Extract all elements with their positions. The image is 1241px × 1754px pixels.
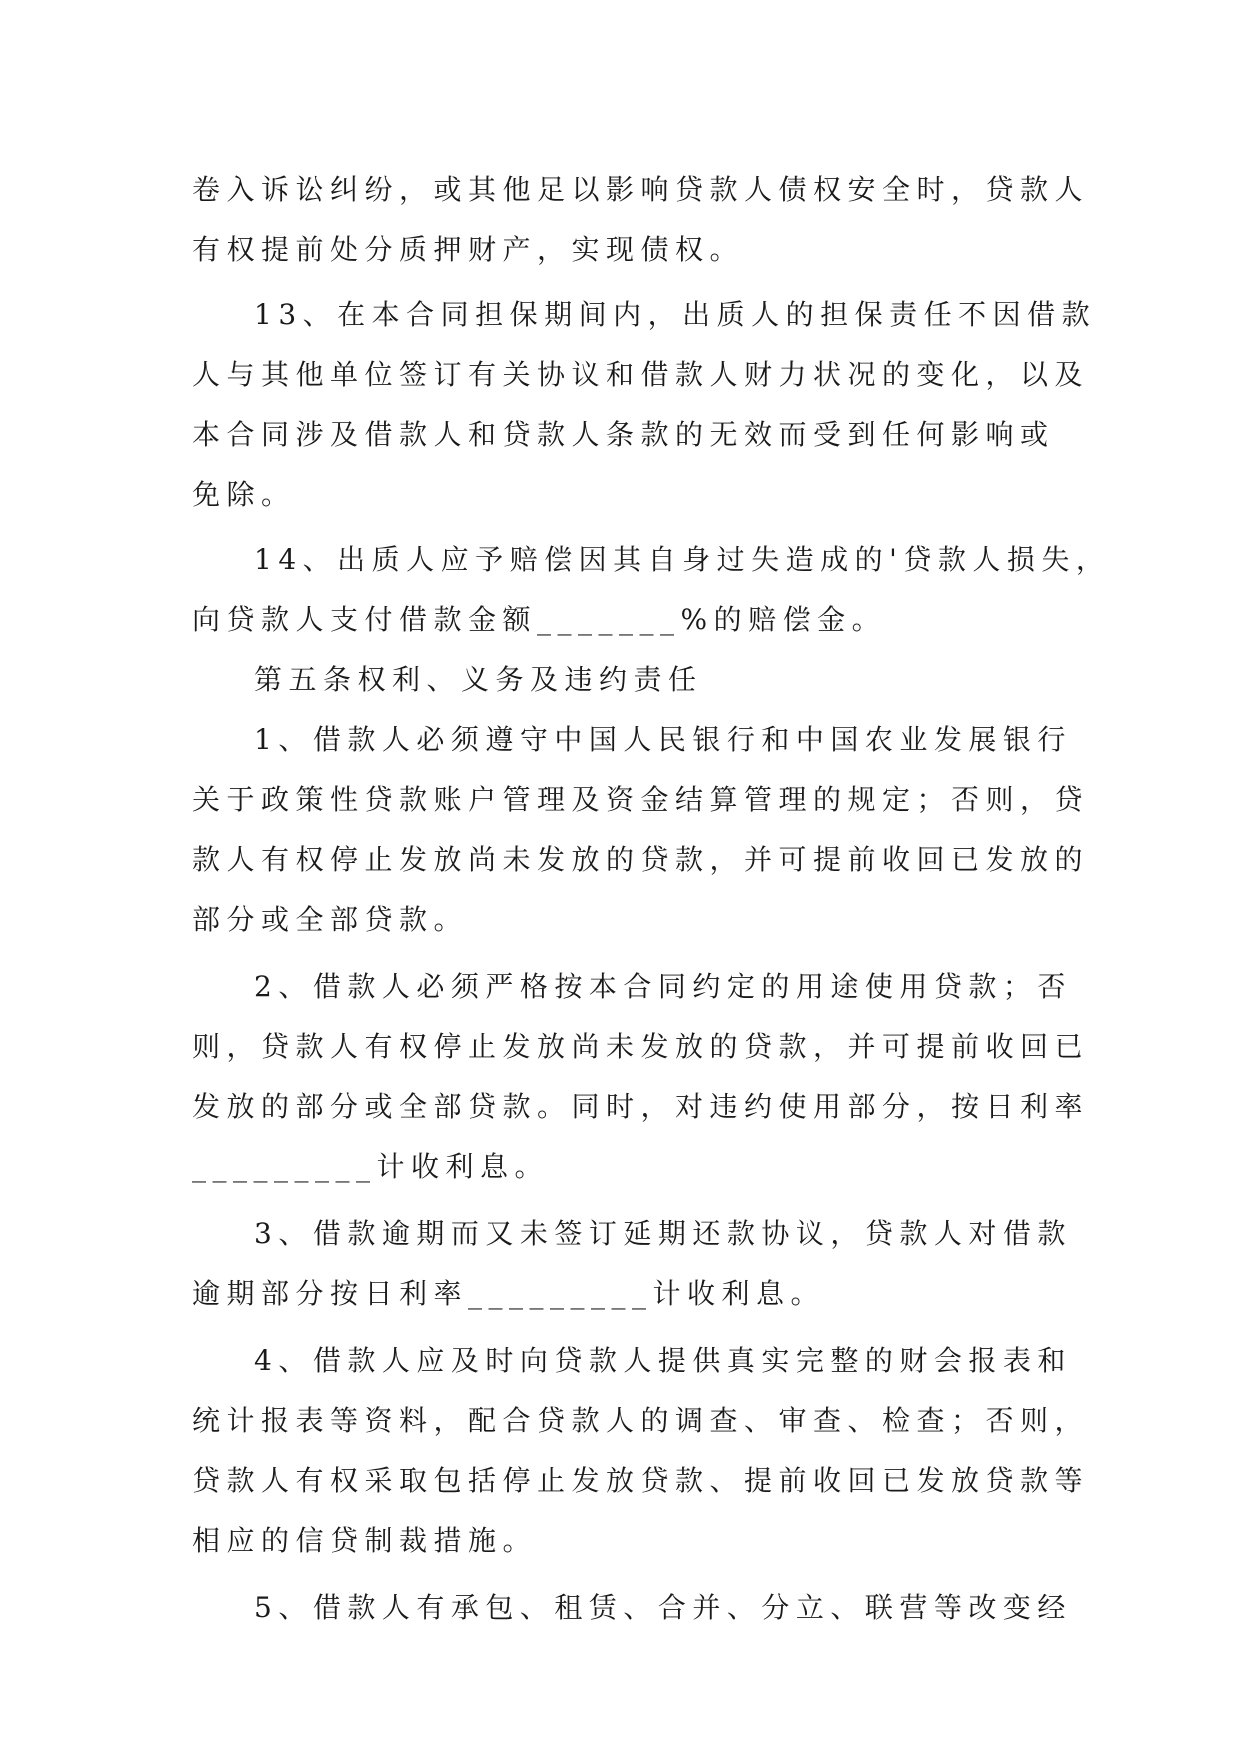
clause-4-start: 4、借款人应及时向贷款人提供真实完整的财会报表和	[254, 1344, 1072, 1377]
section-heading: 第五条权利、义务及违约责任	[254, 663, 703, 696]
text-line: 则，贷款人有权停止发放尚未发放的贷款，并可提前收回已	[192, 1030, 1090, 1063]
text-line: 卷入诉讼纠纷，或其他足以影响贷款人债权安全时，贷款人	[192, 173, 1090, 206]
text-line: 统计报表等资料，配合贷款人的调查、审查、检查；否则，	[192, 1404, 1090, 1437]
text-line: 相应的信贷制裁措施。	[192, 1524, 538, 1557]
text-line: _________计收利息。	[192, 1150, 550, 1183]
text-line: 有权提前处分质押财产，实现债权。	[192, 233, 745, 266]
clause-14-start: 14、出质人应予赔偿因其自身过失造成的'贷款人损失，	[254, 543, 1111, 576]
document-body	[192, 160, 1111, 1638]
text-line: 款人有权停止发放尚未发放的贷款，并可提前收回已发放的	[192, 843, 1090, 876]
clause-13-start: 13、在本合同担保期间内，出质人的担保责任不因借款	[254, 298, 1097, 331]
text-line: 免除。	[192, 478, 296, 511]
clause-3-start: 3、借款逾期而又未签订延期还款协议，贷款人对借款	[254, 1217, 1072, 1250]
text-line: 向贷款人支付借款金额_______%的赔偿金。	[192, 603, 887, 636]
text-line: 人与其他单位签订有关协议和借款人财力状况的变化，以及	[192, 358, 1090, 391]
text-line: 部分或全部贷款。	[192, 903, 469, 936]
clause-1-start: 1、借款人必须遵守中国人民银行和中国农业发展银行	[254, 723, 1072, 756]
text-line: 贷款人有权采取包括停止发放贷款、提前收回已发放贷款等	[192, 1464, 1090, 1497]
clause-5-start: 5、借款人有承包、租赁、合并、分立、联营等改变经	[254, 1591, 1072, 1624]
text-line: 逾期部分按日利率_________计收利息。	[192, 1277, 826, 1310]
text-line: 本合同涉及借款人和贷款人条款的无效而受到任何影响或	[192, 418, 1055, 451]
clause-2-start: 2、借款人必须严格按本合同约定的用途使用贷款；否	[254, 970, 1072, 1003]
text-line: 发放的部分或全部贷款。同时，对违约使用部分，按日利率	[192, 1090, 1090, 1123]
text-line: 关于政策性贷款账户管理及资金结算管理的规定；否则，贷	[192, 783, 1090, 816]
